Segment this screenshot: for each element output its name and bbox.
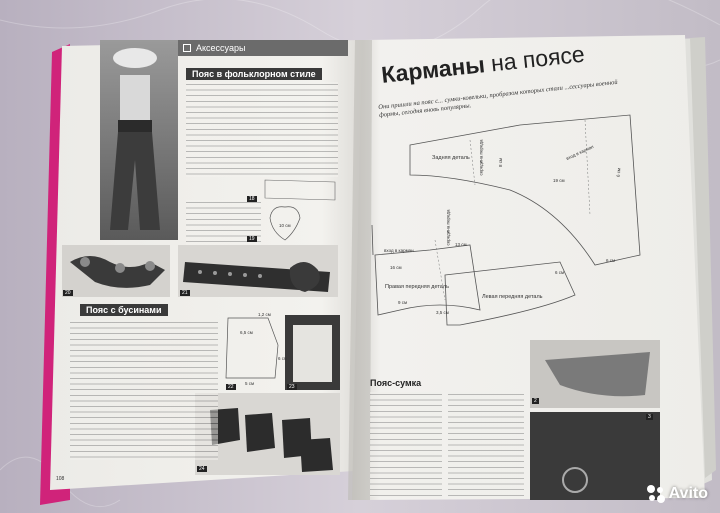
middle-front-label: середина переда (478, 139, 484, 176)
belt-bag-text-col1 (370, 392, 442, 497)
section-header-label: Аксессуары (196, 43, 246, 53)
avito-logo-icon (647, 485, 665, 503)
avito-watermark (647, 485, 708, 503)
dim-6c-label: 6 см (555, 270, 565, 275)
figure-number: 2 (534, 398, 537, 404)
dim-3-5-label: 3,5 см (436, 310, 449, 315)
dim-13-label: 13 см (455, 242, 467, 247)
figure-number: 21 (182, 290, 188, 296)
figure-number: 20 (65, 290, 71, 296)
entry-pocket-label-2: вход в карман (384, 248, 414, 253)
bead-belt-title: Пояс с бусинами (80, 304, 168, 316)
folk-belt-title: Пояс в фольклорном стиле (186, 68, 322, 80)
belt-bag-text-col2 (448, 392, 524, 497)
dim-19-label: 19 см (553, 178, 565, 183)
dim-16-label: 16 см (390, 265, 402, 270)
folk-belt-text (186, 82, 338, 177)
belt-bag-title: Пояс-сумка (370, 378, 422, 388)
figure-number: 18 (249, 196, 255, 202)
square-icon (183, 44, 191, 52)
intro-text: Они пришли на пояс с... сумки-ковельки, пробразом которых стали ...сессуары военной формы, сегодня вновь популярны. (378, 78, 618, 119)
page-number: 108 (56, 476, 65, 482)
figure-number: 22 (228, 384, 234, 390)
bead-side-label: 6 см (278, 356, 288, 361)
heart-width-label: 10 см (279, 223, 291, 228)
bead-belt-text (70, 320, 218, 460)
back-detail-label: Задняя деталь (432, 155, 470, 161)
dim-6b-label: 6 см (615, 167, 622, 178)
dim-9-label: 9 см (398, 300, 408, 305)
figure-number: 24 (199, 466, 205, 472)
figure-number: 3 (648, 414, 651, 420)
bead-width-label: 6,5 см (240, 330, 253, 335)
avito-label: Avito (668, 485, 708, 502)
dim-6-label: 6 см (606, 258, 616, 263)
entry-pocket-label: вход в карман (565, 143, 595, 162)
bead-height-label: 1,2 см (258, 312, 271, 317)
title-bold: Карманы (380, 51, 487, 88)
title-rest: на поясе (489, 40, 586, 77)
bead-bottom-label: 5 см (245, 381, 255, 386)
dim-8-label: 8 см (498, 157, 504, 168)
middle-front-label-2: середина переда (445, 209, 451, 246)
section-header (178, 40, 348, 56)
left-front-label: Левая передняя деталь (482, 294, 543, 300)
right-front-label: Правая передняя деталь (385, 284, 449, 290)
figure-number: 23 (289, 384, 295, 390)
figure-number: 19 (249, 236, 255, 242)
